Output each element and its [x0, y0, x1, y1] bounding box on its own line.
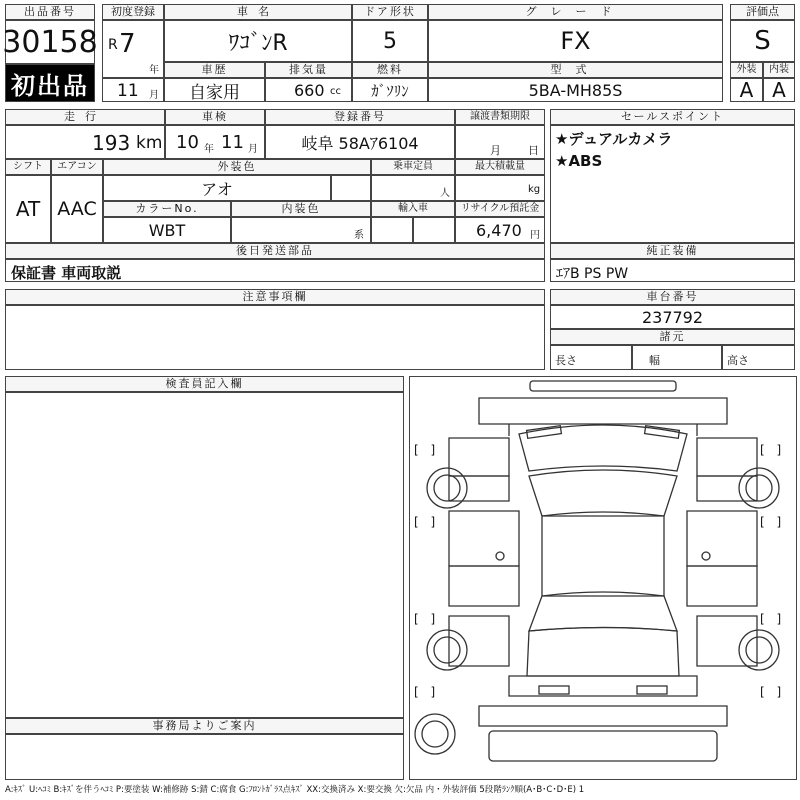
recycle-value: 6,470: [476, 221, 522, 240]
history-value: 自家用: [164, 78, 265, 102]
bracket-marker: [ ]: [414, 515, 440, 529]
overall-score: S: [730, 20, 795, 62]
registration-year: 7: [119, 29, 136, 59]
lot-number-header: 出品番号: [5, 4, 95, 20]
aircon-header: エアコン: [51, 159, 103, 175]
interior-score: A: [763, 78, 795, 102]
transfer-day-unit: 日: [528, 144, 539, 157]
displacement-cell: [265, 78, 352, 102]
history-header: 車歴: [164, 62, 265, 78]
equipment-header: 純正装備: [550, 243, 795, 259]
displacement-value: 660: [294, 81, 325, 100]
inspection-month-unit: 月: [248, 144, 258, 155]
spec-length-cell: [550, 345, 632, 370]
capacity-cell: [371, 175, 455, 201]
bracket-marker: [ ]: [414, 685, 440, 699]
notes-box: [5, 305, 545, 370]
first-registration-year-cell: [102, 20, 164, 78]
lot-number: 30158: [5, 20, 95, 64]
exterior-score-header: 外装: [730, 62, 763, 78]
mileage-header: 走行: [5, 109, 165, 125]
inspector-header: 検査員記入欄: [5, 376, 404, 392]
car-outline-diagram: [409, 376, 797, 780]
inspector-box: [5, 392, 404, 718]
score-header: 評価点: [730, 4, 795, 20]
import-cell-right: [413, 217, 455, 243]
legend-text: A:ｷｽﾞ U:ﾍｺﾐ B:ｷｽﾞを伴うﾍｺﾐ P:要塗装 W:補修跡 S:錆 C:腐食 G:ﾌﾛﾝﾄｶﾞﾗｽ点ｷｽﾞ XX:交換済み X:要交換 欠:欠品 内・外装評価 5段階ﾗﾝｸ順(A･B･C･D･E) 1: [5, 785, 585, 795]
color-no-header: カラーNo.: [103, 201, 231, 217]
mileage-unit: km: [136, 133, 163, 153]
max-load-unit: kg: [528, 184, 541, 195]
recycle-cell: [455, 217, 545, 243]
bracket-marker: [ ]: [760, 612, 786, 626]
exterior-color-value: アオ: [103, 175, 331, 201]
grade-header: グレード: [428, 4, 723, 20]
max-load-cell: [455, 175, 545, 201]
office-header: 事務局よりご案内: [5, 718, 404, 734]
exterior-color-extra: [331, 175, 371, 201]
inspection-header: 車検: [165, 109, 265, 125]
inspection-year-unit: 年: [204, 144, 214, 155]
mileage-value: 193: [92, 131, 131, 155]
import-cell-left: [371, 217, 413, 243]
month-unit: 月: [149, 90, 159, 101]
chassis-header: 車台番号: [550, 289, 795, 305]
inspection-year: 10: [176, 132, 199, 153]
spec-height-label: 高さ: [727, 354, 749, 367]
interior-score-header: 内装: [763, 62, 795, 78]
displacement-unit: cc: [330, 86, 341, 97]
era-label: R: [108, 37, 118, 53]
exterior-score: A: [730, 78, 763, 102]
bracket-marker: [ ]: [760, 685, 786, 699]
shift-value: AT: [5, 175, 51, 243]
spec-width-label: 幅: [649, 354, 660, 367]
recycle-unit: 円: [530, 230, 540, 241]
first-registration-month-cell: [102, 78, 164, 102]
chassis-value: 237792: [550, 305, 795, 329]
exterior-color-header: 外装色: [103, 159, 371, 175]
notes-header: 注意事項欄: [5, 289, 545, 305]
plate-number: 岐阜 58Aｱ6104: [265, 125, 455, 159]
model-code-header: 型式: [428, 62, 723, 78]
sales-point-item: ★デュアルカメラ: [555, 130, 673, 148]
transfer-month-unit: 月: [490, 144, 501, 157]
later-parts-header: 後日発送部品: [5, 243, 545, 259]
shift-header: シフト: [5, 159, 51, 175]
interior-color-header: 内装色: [231, 201, 371, 217]
year-unit: 年: [149, 65, 159, 76]
capacity-header: 乗車定員: [371, 159, 455, 175]
registration-month: 11: [117, 81, 139, 101]
bracket-marker: [ ]: [414, 443, 440, 457]
car-name-header: 車名: [164, 4, 352, 20]
specs-header: 諸元: [550, 329, 795, 345]
transfer-docs-header: 譲渡書類期限: [455, 109, 545, 125]
color-no-value: WBT: [103, 217, 231, 243]
inspection-month: 11: [221, 132, 244, 153]
import-header: 輸入車: [371, 201, 455, 217]
transfer-docs-cell: [455, 125, 545, 159]
damage-diagram: [409, 376, 797, 780]
sales-points-box: [550, 125, 795, 243]
aircon-value: AAC: [51, 175, 103, 243]
spec-height-cell: [722, 345, 795, 370]
door-count: 5: [352, 20, 428, 62]
model-code-value: 5BA-MH85S: [428, 78, 723, 102]
office-box: [5, 734, 404, 780]
door-header: ドア形状: [352, 4, 428, 20]
bracket-marker: [ ]: [760, 515, 786, 529]
capacity-unit: 人: [440, 188, 450, 199]
max-load-header: 最大積載量: [455, 159, 545, 175]
bracket-marker: [ ]: [760, 443, 786, 457]
grade-value: FX: [428, 20, 723, 62]
fuel-value: ｶﾞｿﾘﾝ: [352, 78, 428, 102]
inspection-cell: [165, 125, 265, 159]
first-listing-badge: 初出品: [5, 64, 95, 102]
interior-color-cell: [231, 217, 371, 243]
plate-header: 登録番号: [265, 109, 455, 125]
interior-color-unit: 系: [354, 230, 364, 241]
later-parts-value: 保証書 車両取説: [5, 259, 545, 282]
equipment-value: ｴｱB PS PW: [550, 259, 795, 282]
sales-point-item: ★ABS: [555, 152, 603, 170]
first-registration-header: 初度登録: [102, 4, 164, 20]
displacement-header: 排気量: [265, 62, 352, 78]
sales-points-header: セールスポイント: [550, 109, 795, 125]
bracket-marker: [ ]: [414, 612, 440, 626]
fuel-header: 燃料: [352, 62, 428, 78]
recycle-header: リサイクル預託金: [455, 201, 545, 217]
car-name: ﾜｺﾞﾝR: [164, 20, 352, 62]
spec-length-label: 長さ: [555, 354, 577, 367]
mileage-cell: [5, 125, 165, 159]
spec-width-cell: [632, 345, 722, 370]
